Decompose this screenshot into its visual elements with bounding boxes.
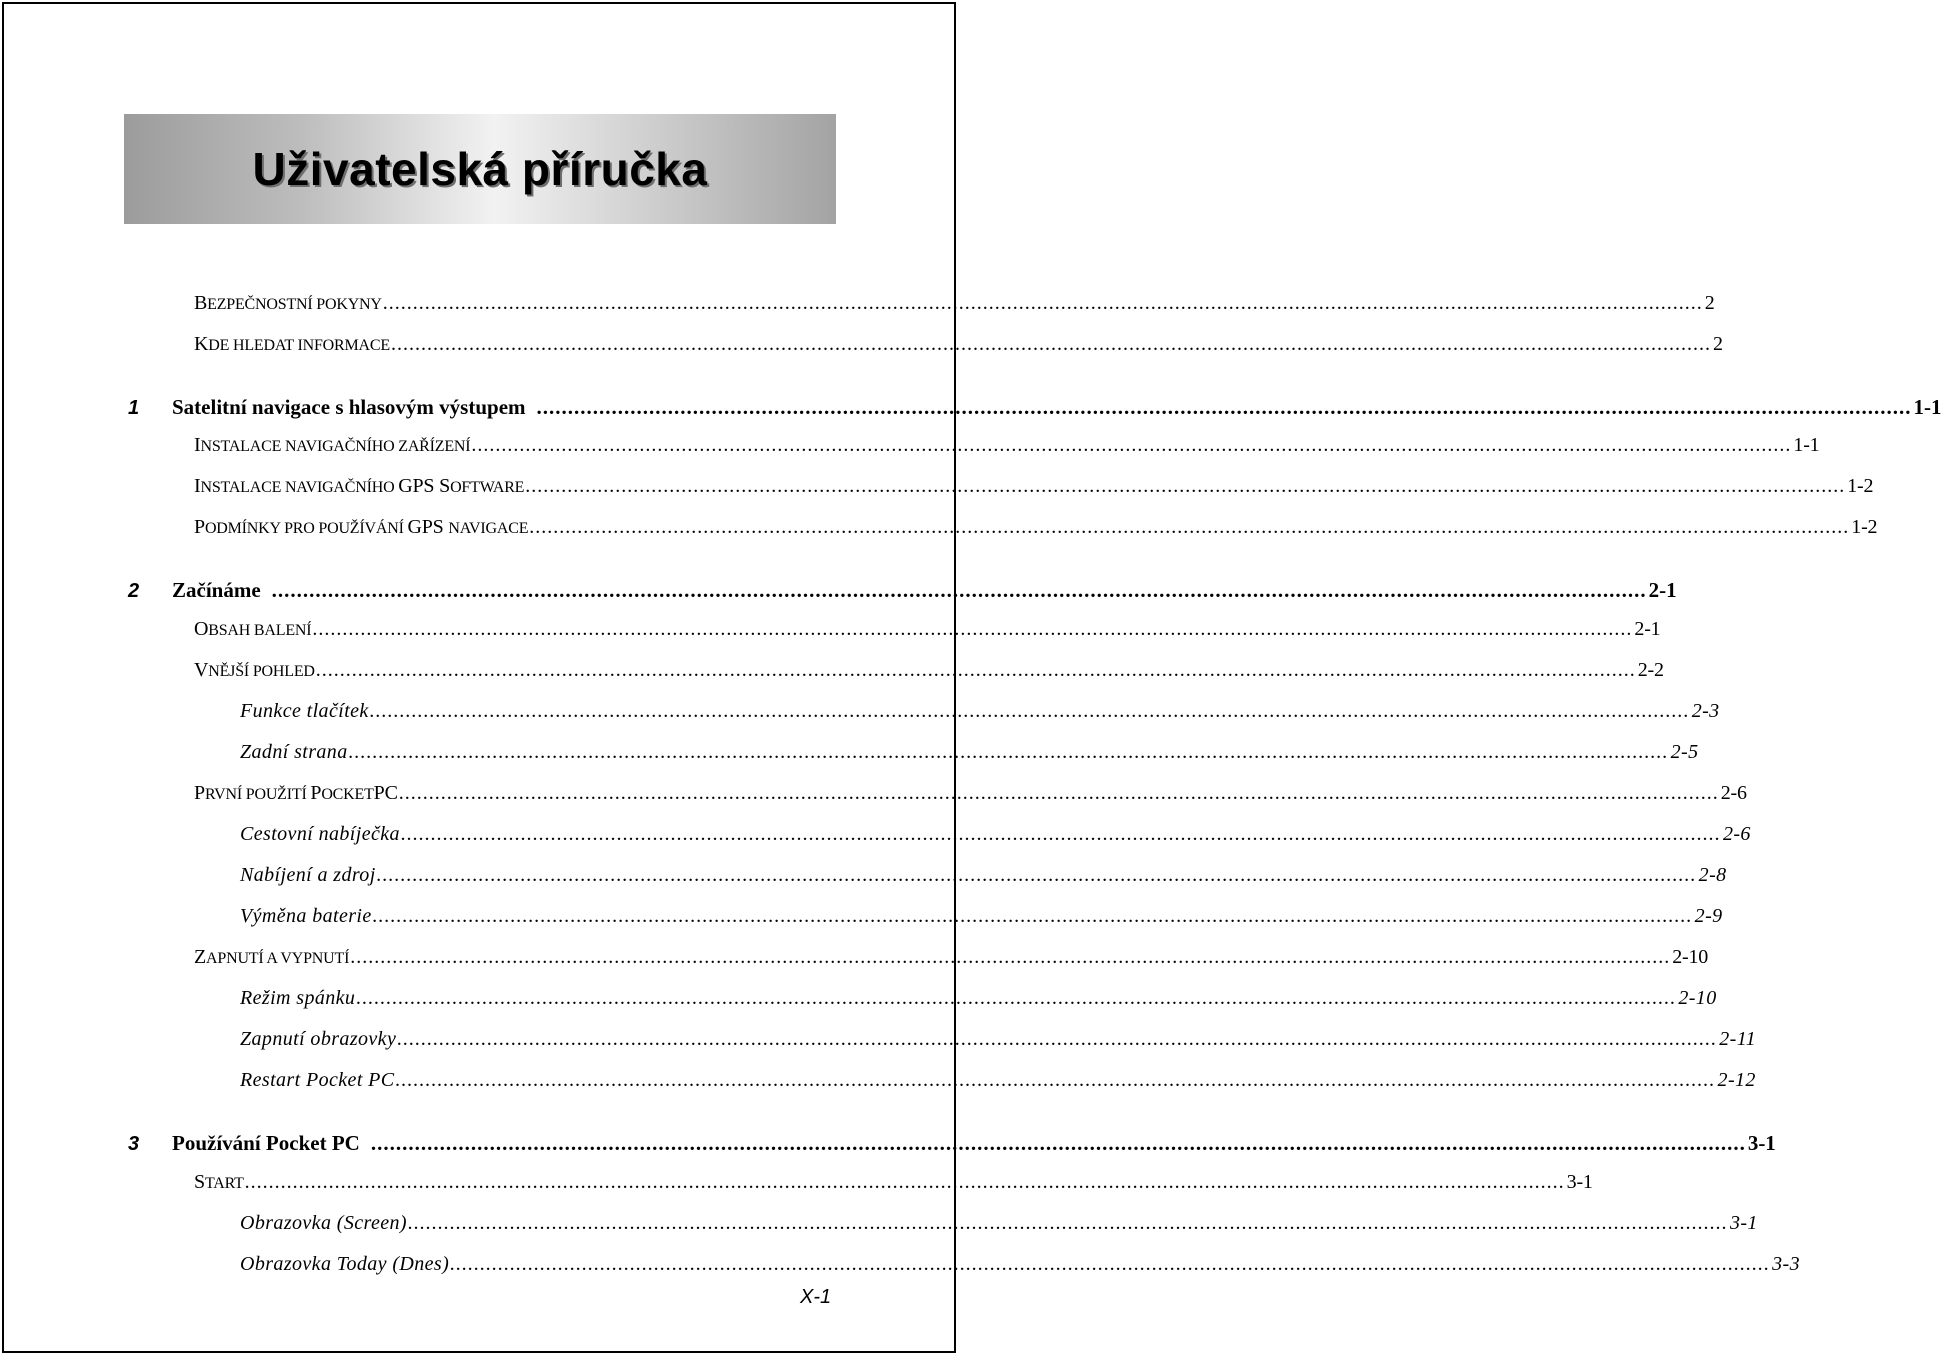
toc-entry-page: 2-8 xyxy=(1698,864,1727,886)
toc-entry-page: 1-1 xyxy=(1913,395,1942,419)
chapter-number: 2 xyxy=(128,580,140,602)
toc-entry-title: START xyxy=(194,1171,244,1193)
dot-leader: ............................................................................................................................................................................................................................ xyxy=(244,1171,1565,1193)
toc-entry-title: Satelitní navigace s hlasovým výstupem xyxy=(172,395,526,419)
toc-entry[interactable] xyxy=(240,864,1727,894)
toc-entry-title: Režim spánku xyxy=(240,987,356,1009)
dot-leader: ............................................................................................................................................................................................................................ xyxy=(376,864,1697,886)
toc-entry-page: 2-6 xyxy=(1722,823,1751,845)
toc-entry[interactable] xyxy=(240,1069,1756,1099)
toc-entry-page: 1-1 xyxy=(1793,434,1820,456)
toc-entry[interactable] xyxy=(194,434,1820,464)
dot-leader: ............................................................................................................................................................................................................................ xyxy=(356,987,1677,1009)
toc-entry-page: 2-2 xyxy=(1637,659,1664,681)
toc-entry-title: INSTALACE NAVIGAČNÍHO GPS SOFTWARE xyxy=(194,475,525,497)
toc-entry[interactable] xyxy=(128,394,1942,424)
toc-entry-page: 3-1 xyxy=(1747,1131,1776,1155)
toc-entry[interactable] xyxy=(240,1253,1801,1283)
toc-entry-page: 2-1 xyxy=(1634,618,1661,640)
toc-entry[interactable] xyxy=(128,577,1677,607)
chapter-number: 1 xyxy=(128,397,140,419)
toc-entry[interactable] xyxy=(240,905,1723,935)
toc-entry[interactable] xyxy=(240,823,1751,853)
dot-leader: ............................................................................................................................................................................................................................ xyxy=(395,1069,1716,1091)
toc-entry-page: 2 xyxy=(1712,333,1723,355)
chapter-marker-icon xyxy=(528,394,534,414)
chapter-number: 3 xyxy=(128,1133,140,1155)
toc-entry[interactable] xyxy=(194,618,1661,648)
toc-entry[interactable] xyxy=(240,700,1720,730)
toc-entry-title: Obrazovka Today (Dnes) xyxy=(240,1253,450,1275)
dot-leader: ............................................................................................................................................................................................................................ xyxy=(400,823,1721,845)
toc-entry-title: KDE HLEDAT INFORMACE xyxy=(194,333,390,355)
toc-entry-title: Zadní strana xyxy=(240,741,348,763)
dot-leader: ............................................................................................................................................................................................................................ xyxy=(471,434,1792,456)
toc-entry-page: 2-10 xyxy=(1678,987,1717,1009)
dot-leader: ............................................................................................................................................................................................................................ xyxy=(525,475,1846,497)
toc-entry[interactable] xyxy=(240,1212,1758,1242)
toc-entry-title: BEZPEČNOSTNÍ POKYNY xyxy=(194,292,382,314)
toc-entry-title: INSTALACE NAVIGAČNÍHO ZAŘÍZENÍ xyxy=(194,434,471,456)
page-number: X-1 xyxy=(800,1286,832,1308)
toc-entry-title: PODMÍNKY PRO POUŽÍVÁNÍ GPS NAVIGACE xyxy=(194,516,529,538)
toc-entry-title: Nabíjení a zdroj xyxy=(240,864,376,886)
dot-leader: ............................................................................................................................................................................................................................ xyxy=(398,782,1719,804)
toc-entry-title: VNĚJŠÍ POHLED xyxy=(194,659,315,681)
toc-entry-page: 2-5 xyxy=(1670,741,1699,763)
toc-entry[interactable] xyxy=(194,946,1709,976)
toc-entry-title: Zapnutí obrazovky xyxy=(240,1028,397,1050)
toc-entry-title: PRVNÍ POUŽITÍ POCKETPC xyxy=(194,782,398,804)
toc-entry-title: Obrazovka (Screen) xyxy=(240,1212,407,1234)
toc-entry-page: 2-9 xyxy=(1694,905,1723,927)
toc-entry-page: 1-2 xyxy=(1851,516,1878,538)
toc-entry-title: Funkce tlačítek xyxy=(240,700,369,722)
dot-leader: ............................................................................................................................................................................................................................ xyxy=(312,618,1633,640)
toc-entry-page: 3-1 xyxy=(1729,1212,1758,1234)
toc-entry-title: OBSAH BALENÍ xyxy=(194,618,312,640)
toc-entry-page: 2-6 xyxy=(1720,782,1747,804)
toc-entry-title: Začínáme xyxy=(172,578,261,602)
toc-entry-page: 2-12 xyxy=(1717,1069,1756,1091)
toc-entry[interactable] xyxy=(128,1130,1776,1160)
chapter-marker-icon xyxy=(363,1130,369,1150)
title-banner xyxy=(124,114,836,224)
dot-leader: ............................................................................................................................................................................................................................ xyxy=(407,1212,1728,1234)
chapter-marker-icon xyxy=(263,577,269,597)
dot-leader: ............................................................................................................................................................................................................................ xyxy=(450,1253,1771,1275)
toc-entry-page: 2 xyxy=(1704,292,1715,314)
toc-entry-page: 1-2 xyxy=(1847,475,1874,497)
dot-leader: ............................................................................................................................................................................................................................ xyxy=(536,395,1912,419)
dot-leader: ............................................................................................................................................................................................................................ xyxy=(372,905,1693,927)
toc-entry-title: Cestovní nabíječka xyxy=(240,823,400,845)
dot-leader: ............................................................................................................................................................................................................................ xyxy=(350,946,1671,968)
toc-entry-page: 2-3 xyxy=(1691,700,1720,722)
toc-entry[interactable] xyxy=(194,1171,1593,1201)
toc-entry[interactable] xyxy=(194,516,1878,546)
dot-leader: ............................................................................................................................................................................................................................ xyxy=(369,700,1690,722)
toc-entry[interactable] xyxy=(194,782,1747,812)
toc-entry[interactable] xyxy=(240,987,1717,1017)
dot-leader: ............................................................................................................................................................................................................................ xyxy=(271,578,1647,602)
dot-leader: ............................................................................................................................................................................................................................ xyxy=(348,741,1669,763)
toc-entry-page: 2-10 xyxy=(1672,946,1709,968)
dot-leader: ............................................................................................................................................................................................................................ xyxy=(397,1028,1718,1050)
dot-leader: ............................................................................................................................................................................................................................ xyxy=(370,1131,1746,1155)
dot-leader: ............................................................................................................................................................................................................................ xyxy=(390,333,1711,355)
toc-entry[interactable] xyxy=(194,333,1723,363)
dot-leader: ............................................................................................................................................................................................................................ xyxy=(315,659,1636,681)
toc-entry-page: 2-1 xyxy=(1648,578,1677,602)
toc-entry-title: Používání Pocket PC xyxy=(172,1131,360,1155)
toc-entry-title: Restart Pocket PC xyxy=(240,1069,395,1091)
document-title: Uživatelská příručka xyxy=(252,143,708,195)
toc-entry[interactable] xyxy=(194,659,1664,689)
toc-entry-page: 2-11 xyxy=(1719,1028,1757,1050)
toc-entry-title: ZAPNUTÍ A VYPNUTÍ xyxy=(194,946,350,968)
toc-entry-page: 3-3 xyxy=(1772,1253,1801,1275)
dot-leader: ............................................................................................................................................................................................................................ xyxy=(529,516,1850,538)
toc-entry[interactable] xyxy=(240,1028,1757,1058)
toc-entry[interactable] xyxy=(194,292,1715,322)
toc-entry-page: 3-1 xyxy=(1566,1171,1593,1193)
toc-entry-title: Výměna baterie xyxy=(240,905,372,927)
dot-leader: ............................................................................................................................................................................................................................ xyxy=(382,292,1703,314)
toc-entry[interactable] xyxy=(194,475,1874,505)
toc-entry[interactable] xyxy=(240,741,1699,771)
